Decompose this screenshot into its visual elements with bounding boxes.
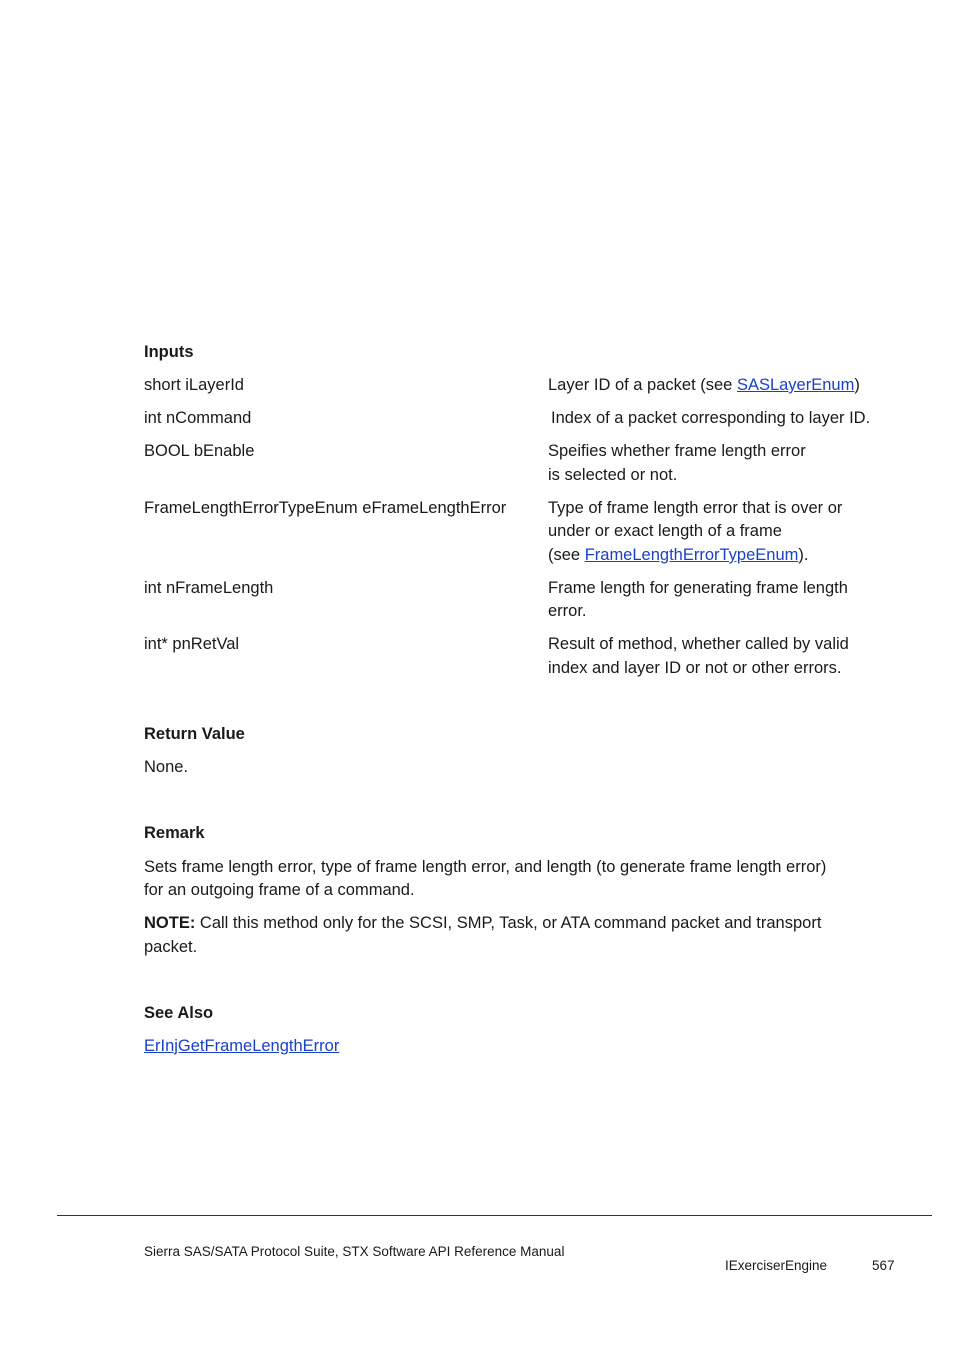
param-desc: Frame length for generating frame length: [548, 579, 848, 597]
remark-text: for an outgoing frame of a command.: [144, 881, 415, 899]
param-desc: is selected or not.: [548, 466, 678, 484]
inputs-heading: Inputs: [144, 343, 194, 361]
param-desc: index and layer ID or not or other errors.: [548, 659, 842, 677]
param-desc: error.: [548, 602, 587, 620]
param-desc: Type of frame length error that is over or: [548, 499, 843, 517]
see-also-heading: See Also: [144, 1004, 214, 1022]
param-name: int nCommand: [144, 409, 252, 427]
saslayerenum-link[interactable]: SASLayerEnum: [736, 376, 855, 394]
note-label: NOTE:: [144, 914, 196, 932]
param-name: short iLayerId: [144, 376, 244, 394]
remark-heading: Remark: [144, 824, 205, 842]
footer-page-number: 567: [872, 1258, 895, 1273]
param-desc: Speifies whether frame length error: [548, 442, 806, 460]
erinjgetframelengtherror-link[interactable]: ErInjGetFrameLengthError: [144, 1037, 340, 1055]
note-text: NOTE: Call this method only for the SCSI, SMP, Task, or ATA command packet and transport: [144, 914, 822, 932]
param-desc: (see FrameLengthErrorTypeEnum).: [548, 546, 809, 564]
param-desc: under or exact length of a frame: [548, 522, 782, 540]
note-text: packet.: [144, 938, 198, 956]
remark-text: Sets frame length error, type of frame length error, and length (to generate frame length error): [144, 858, 827, 876]
param-name: int* pnRetVal: [144, 635, 240, 653]
param-name: int nFrameLength: [144, 579, 274, 597]
param-name: FrameLengthErrorTypeEnum eFrameLengthError: [144, 499, 507, 517]
param-desc: Result of method, whether called by valid: [548, 635, 849, 653]
footer-section: IExerciserEngine: [725, 1258, 828, 1273]
return-value-heading: Return Value: [144, 725, 245, 743]
footer-divider: [57, 1215, 932, 1216]
framelengtherrortypeenum-link[interactable]: FrameLengthErrorTypeEnum: [584, 546, 799, 564]
param-name: BOOL bEnable: [144, 442, 255, 460]
footer-manual-title: Sierra SAS/SATA Protocol Suite, STX Software API Reference Manual: [144, 1244, 565, 1259]
param-desc: Layer ID of a packet (see SASLayerEnum): [548, 376, 860, 394]
return-value-text: None.: [144, 758, 189, 776]
param-desc: Index of a packet corresponding to layer ID.: [551, 409, 871, 427]
